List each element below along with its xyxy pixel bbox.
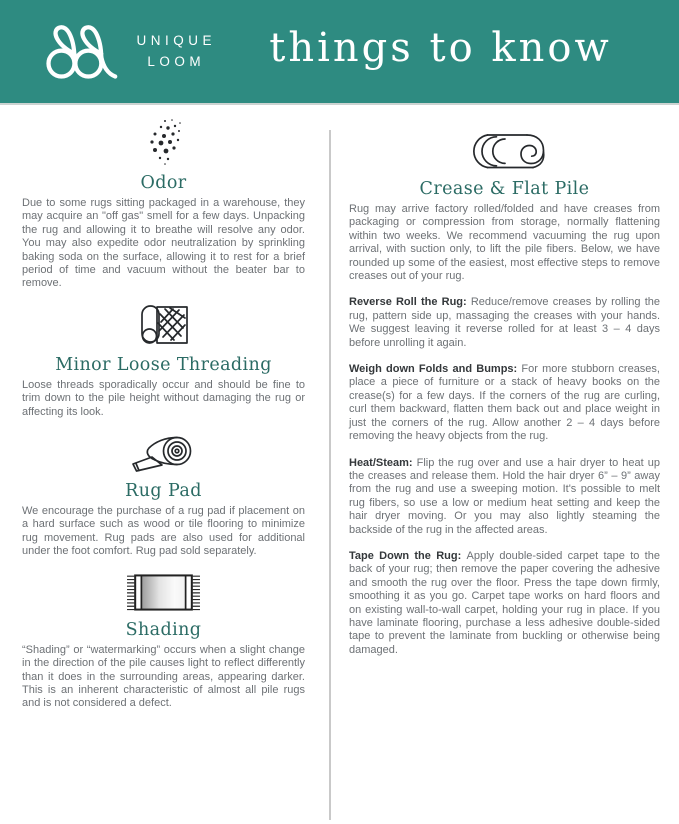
brand-name <box>132 31 216 72</box>
tip-label-tape-down: Tape Down the Rug: <box>349 549 467 562</box>
rug-pad-icon-wrap <box>22 430 305 476</box>
right-column <box>331 118 679 824</box>
tip-body-weigh-down: For more stubborn creases, place a piece of furniture or a stack of heavy books on the crease(s) for a few days. If the corners of the rug are curling, curl them backward, flatten them back out and place weight in just the corners of the rug. Allow another 2 – 4 days before removing the heavy objects from the rug. <box>349 363 660 443</box>
threading-icon-wrap <box>22 302 305 350</box>
rug-pad-roll-icon <box>128 430 200 476</box>
section-body-shading: “Shading” or “watermarking” occurs when a slight change in the direction of the pile causes light to reflect differently than it does in the surrounding areas, appearing darker. This is an inherent characteristic of almost all pile rugs and is not considered a defect. <box>22 643 305 710</box>
fringed-rug-gradient-icon <box>116 570 211 615</box>
unique-loom-logo <box>40 20 216 83</box>
section-heading-rug-pad: Rug Pad <box>125 481 202 502</box>
tip-label-heat-steam: Heat/Steam: <box>349 456 417 469</box>
rolled-rug-crosshatch-icon <box>137 302 191 350</box>
header-banner <box>0 0 679 105</box>
tip-label-weigh-down: Weigh down Folds and Bumps: <box>349 363 522 376</box>
section-body-crease: Rug may arrive factory rolled/folded and have creases from packaging or compression from storage, normally flattening within two weeks. We recommend vacuuming the rug upon arrival, with suction only, to lift the pile fibers. Below, we have rounded up some of the easiest, most effective steps to remove creases out of your rug. <box>349 203 660 283</box>
tip-reverse-roll <box>349 296 660 350</box>
section-heading-crease: Crease & Flat Pile <box>419 179 590 199</box>
section-crease-flat-pile <box>349 118 660 283</box>
tip-tape-down <box>349 550 660 657</box>
odor-particles-icon <box>142 118 186 168</box>
logo-loops-icon <box>40 20 120 83</box>
rolled-rug-spiral-icon <box>459 130 551 174</box>
tip-heat-steam <box>349 457 660 537</box>
section-body-odor: Due to some rugs sitting packaged in a warehouse, they may acquire an "off gas" smell for a few days. Unpacking the rug and allowing it to breathe will resolve any odor. You may also expedite odor neutralization by sprinkling baking soda on the surface, allowing it to rest for a brief period of time and vacuum without the beater bar to remove. <box>22 197 305 290</box>
section-shading <box>22 570 305 711</box>
odor-icon-wrap <box>22 118 305 168</box>
brand-line-2: LOOM <box>147 53 206 69</box>
section-heading-odor: Odor <box>140 173 187 193</box>
section-heading-threading: Minor Loose Threading <box>55 354 272 375</box>
section-body-threading: Loose threads sporadically occur and should be fine to trim down to the pile height without damaging the rug or affecting its look. <box>22 378 305 418</box>
brand-line-1: UNIQUE <box>136 33 217 49</box>
left-column <box>0 118 329 824</box>
section-rug-pad <box>22 430 305 559</box>
content-area <box>0 105 679 824</box>
shading-icon-wrap <box>22 570 305 615</box>
section-body-rug-pad: We encourage the purchase of a rug pad if placement on a hard surface such as wood or tile flooring to minimize rug movement. Rug pads are also used for additional under the foot comfort. Rug pad sold separately. <box>22 505 305 558</box>
tip-label-reverse-roll: Reverse Roll the Rug: <box>349 296 471 309</box>
tip-body-tape-down: Apply double-sided carpet tape to the back of your rug; then remove the paper covering the adhesive and smooth the rug over the floor. Press the tape down firmly, smoothing it as you go. Carpet tape works on hard floors and on existing wall-to-wall carpet, holding your rug in place. If you have laminate flooring, purchase a less adhesive double-sided tape to prevent the laminate from buckling or otherwise being damaged. <box>349 549 660 656</box>
page-title: things to know <box>269 24 612 71</box>
section-minor-loose-threading <box>22 302 305 419</box>
tip-body-reverse-roll: Reduce/remove creases by rolling the rug, pattern side up, massaging the creases with your hands. We suggest leaving it reverse rolled for at least 3 – 4 days before unrolling it again. <box>349 296 660 349</box>
tip-body-heat-steam: Flip the rug over and use a hair dryer to heat up the creases and release them. Hold the hair dryer 6” – 9” away from the rug and use a sweeping motion. It's possible to melt rug fibers, so use a low or medium heat setting and keep the hair dryer moving. Or you may also lightly steaming the backside of the rug in the affected areas. <box>349 456 660 536</box>
crease-icon-wrap <box>349 118 660 174</box>
tip-weigh-down <box>349 363 660 443</box>
section-heading-shading: Shading <box>125 619 202 640</box>
section-odor <box>22 118 305 291</box>
